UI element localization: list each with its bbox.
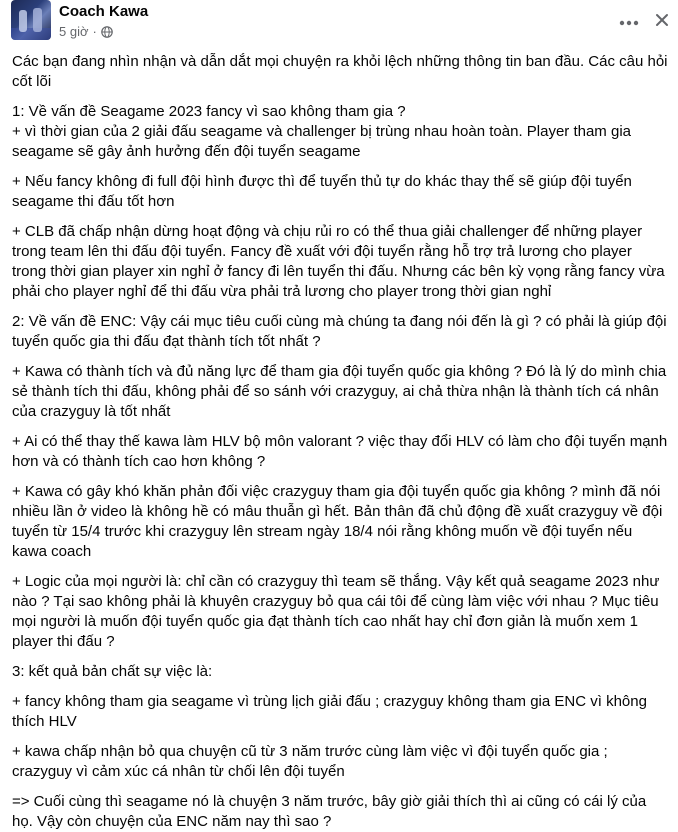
more-options-button[interactable] <box>614 10 644 34</box>
paragraph: 2: Về vấn đề ENC: Vậy cái mục tiêu cuối cùng mà chúng ta đang nói đến là gì ? có phải là giúp đội tuyển quốc gia thi đấu đạt thành tích tốt nhất ? <box>12 313 667 350</box>
post-body <box>12 52 670 832</box>
paragraph: + fancy không tham gia seagame vì trùng lịch giải đấu ; crazyguy không tham gia ENC vì không thích HLV <box>12 693 647 730</box>
avatar[interactable] <box>11 0 51 40</box>
post-time[interactable]: 5 giờ <box>59 24 89 39</box>
paragraph: + kawa chấp nhận bỏ qua chuyện cũ từ 3 năm trước cùng làm việc vì đội tuyển quốc gia ; crazyguy vì cảm xúc cá nhân từ chối lên đội tuyển <box>12 743 608 780</box>
globe-icon <box>101 26 113 38</box>
paragraph: + Kawa có gây khó khăn phản đối việc crazyguy tham gia đội tuyển quốc gia không ? mình đã nói nhiều lần ở video là không hề có mâu thuẫn gì hết. Bản thân đã chủ động đề xuất crazyguy về đội tuyển từ 15/4 trước khi crazyguy lên stream ngày 18/4 nói rằng không muốn về đội tuyển nếu kawa coach <box>12 483 663 560</box>
paragraph: + CLB đã chấp nhận dừng hoạt động và chịu rủi ro có thể thua giải challenger để những player trong team lên thi đấu đội tuyển. Fancy đề xuất với đội tuyển rằng hỗ trợ trả lương cho player trong thời gian player xin nghỉ ở fancy đi lên tuyển thi đấu. Nhưng các bên kỳ vọng rằng fancy vừa phải cho player nghỉ để thi đấu vừa phải trả lương cho player trong thời gian nghỉ <box>12 223 665 300</box>
paragraph: + Nếu fancy không đi full đội hình được thì để tuyển thủ tự do khác thay thế sẽ giúp đội tuyển seagame thi đấu tốt hơn <box>12 173 632 210</box>
paragraph: Các bạn đang nhìn nhận và dẫn dắt mọi chuyện ra khỏi lệch những thông tin ban đầu. Các câu hỏi cốt lõi <box>12 53 668 90</box>
paragraph: + Logic của mọi người là: chỉ cần có crazyguy thì team sẽ thắng. Vậy kết quả seagame 2023 như nào ? Tại sao không phải là khuyên crazyguy bỏ qua cái tôi để cùng làm việc với nhau ? Mục tiêu mọi người là muốn đội tuyển quốc gia đạt thành tích cao nhất hay chỉ đơn giản là muốn xem 1 player thi đấu ? <box>12 573 660 650</box>
paragraph: 3: kết quả bản chất sự việc là: <box>12 663 213 680</box>
post-header <box>0 0 678 50</box>
close-button[interactable] <box>650 10 674 34</box>
paragraph: + Kawa có thành tích và đủ năng lực để tham gia đội tuyển quốc gia không ? Đó là lý do mình chia sẻ thành tích thi đấu, không phải để so sánh với crazyguy, ai chả thừa nhận là thành tích cá nhân của crazyguy là tốt nhất <box>12 363 667 420</box>
close-icon <box>655 13 669 32</box>
more-horizontal-icon <box>619 13 639 31</box>
paragraph: => Cuối cùng thì seagame nó là chuyện 3 năm trước, bây giờ giải thích thì ai cũng có cái lý của họ. Vậy còn chuyện của ENC năm nay thì sao ? <box>12 793 647 830</box>
post-meta <box>59 24 113 39</box>
paragraph: 1: Về vấn đề Seagame 2023 fancy vì sao không tham gia ? + vì thời gian của 2 giải đấu seagame và challenger bị trùng nhau hoàn toàn. Player tham gia seagame sẽ gây ảnh hưởng đến đội tuyển seagame <box>12 103 631 160</box>
meta-separator: · <box>92 24 97 39</box>
author-name[interactable]: Coach Kawa <box>59 3 149 20</box>
paragraph: + Ai có thể thay thế kawa làm HLV bộ môn valorant ? việc thay đổi HLV có làm cho đội tuyển mạnh hơn và có thành tích cao hơn không ? <box>12 433 668 470</box>
